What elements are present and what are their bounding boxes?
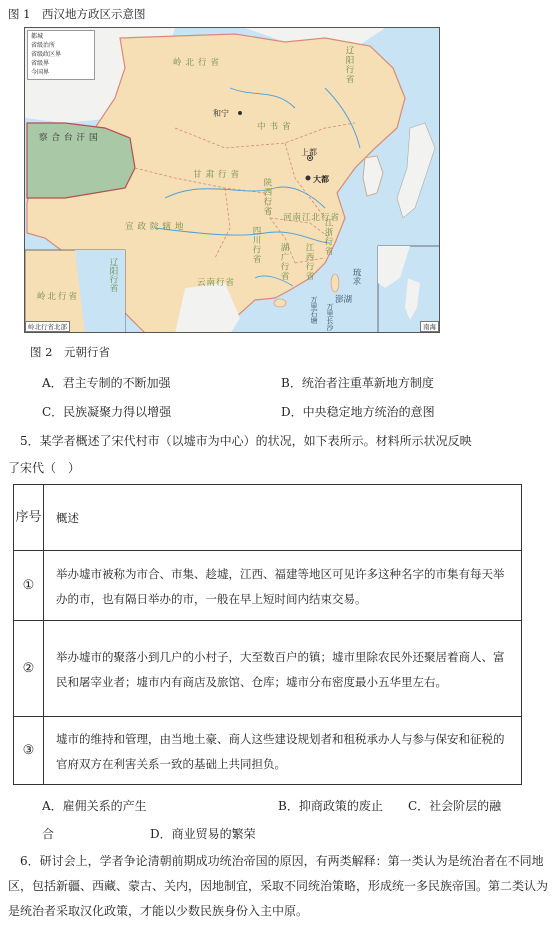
legend-item: 今国界 bbox=[31, 69, 50, 76]
q5-option-d: D．商业贸易的繁荣 bbox=[150, 827, 256, 841]
map-legend bbox=[27, 30, 95, 80]
q4-option-c: C．民族凝聚力得以增强 bbox=[42, 405, 172, 419]
header-desc: 概述 bbox=[44, 485, 522, 551]
yuan-map bbox=[24, 27, 440, 333]
legend-item: 省级治所 bbox=[31, 42, 56, 49]
legend-item: 都城 bbox=[31, 33, 44, 40]
label-helin: 和宁 bbox=[213, 109, 229, 118]
q5-option-b: B．抑商政策的废止 bbox=[278, 799, 383, 813]
q4-option-d: D．中央稳定地方统治的意图 bbox=[281, 405, 435, 419]
label-jiangzhe: 江浙行省 bbox=[323, 218, 333, 256]
q4-option-a: A．君主专制的不断加强 bbox=[42, 376, 171, 390]
label-huguang: 湖广行省 bbox=[279, 243, 289, 281]
table-row bbox=[14, 717, 522, 785]
label-gansu: 甘肃行省 bbox=[193, 170, 244, 180]
table-header-row bbox=[14, 485, 522, 551]
label-xuanzheng: 宣政院辖地 bbox=[125, 222, 188, 232]
label-zhongshu: 中书省 bbox=[257, 122, 295, 132]
row-number: ① bbox=[14, 551, 44, 621]
label-jiangxi: 江西行省 bbox=[304, 243, 314, 281]
label-penghu: 澎湖 bbox=[335, 295, 353, 305]
label-yunnan: 云南行省 bbox=[197, 278, 236, 288]
label-inset-liaoyang: 辽阳行省 bbox=[108, 258, 118, 292]
table-row bbox=[14, 551, 522, 621]
legend-item: 省级政区界 bbox=[31, 51, 62, 58]
row-text: 举办墟市的聚落小到几户的小村子，大至数百户的镇；墟市里除农民外还聚居着商人、富民和屠宰业者；墟市内有商店及旅馆、仓库；墟市分布密度最小五华里左右。 bbox=[44, 621, 522, 717]
label-liaoyang: 辽阳行省 bbox=[344, 46, 354, 84]
header-seq: 序号 bbox=[14, 485, 44, 551]
label-shaanxi: 陕西行省 bbox=[262, 178, 272, 216]
label-inset-lingbei: 岭北行省 bbox=[37, 292, 80, 302]
q5-option-c-cont: 合 bbox=[42, 827, 55, 841]
q5-option-c: C．社会阶层的融 bbox=[408, 799, 502, 813]
row-text: 举办墟市被称为市合、市集、趁墟，江西、福建等地区可见许多这种名字的市集有每天举办的市，也有隔日举办的市，一般在早上短时间内结束交易。 bbox=[44, 551, 522, 621]
label-dadu: 大都 bbox=[313, 174, 329, 184]
q5-stem-line-1: 5．某学者概述了宋代村市（以墟市为中心）的状况，如下表所示。材料所示状况反映 bbox=[20, 434, 472, 448]
figure-2-title: 图 2 元朝行省 bbox=[30, 345, 110, 359]
figure-1-title: 图 1 西汉地方政区示意图 bbox=[8, 7, 146, 21]
label-lingbei: 岭北行省 bbox=[173, 58, 224, 68]
row-text: 墟市的维持和管理，由当地土豪、商人这些建设规划者和租税承办人与参与保安和征税的官府双方在利害关系一致的基础上共同担负。 bbox=[44, 717, 522, 785]
label-shangdu: 上都 bbox=[301, 148, 317, 157]
row-number: ③ bbox=[14, 717, 44, 785]
q5-table bbox=[13, 484, 522, 785]
inset-caption-south-sea: 南海 bbox=[420, 321, 439, 332]
label-wanli-shitang: 万里石塘 bbox=[310, 296, 318, 324]
label-henan: 河南江北行省 bbox=[283, 213, 341, 223]
legend-item: 省级界 bbox=[31, 60, 50, 67]
table-row bbox=[14, 621, 522, 717]
label-ryukyu: 琉求 bbox=[351, 268, 361, 285]
label-wanli-changsha: 万里长沙 bbox=[326, 303, 334, 331]
inset-caption-north: 岭北行省北部 bbox=[25, 321, 70, 332]
row-number: ② bbox=[14, 621, 44, 717]
q5-option-a: A．雇佣关系的产生 bbox=[42, 799, 147, 813]
q6-text: 6．研讨会上，学者争论清朝前期成功统治帝国的原因，有两类解释：第一类认为是统治者在不同地区，包括新疆、西藏、蒙古、关内，因地制宜，采取不同统治策略，形成统一多民族帝国。第二类认为是统治者采取汉化政策，才能以少数民族身份入主中原。 bbox=[8, 854, 549, 918]
q4-option-b: B．统治者注重革新地方制度 bbox=[281, 376, 434, 390]
label-sichuan: 四川行省 bbox=[251, 226, 261, 264]
label-chahetai: 察合台汗国 bbox=[39, 133, 102, 143]
q5-stem-line-2: 了宋代（ ） bbox=[8, 461, 81, 475]
